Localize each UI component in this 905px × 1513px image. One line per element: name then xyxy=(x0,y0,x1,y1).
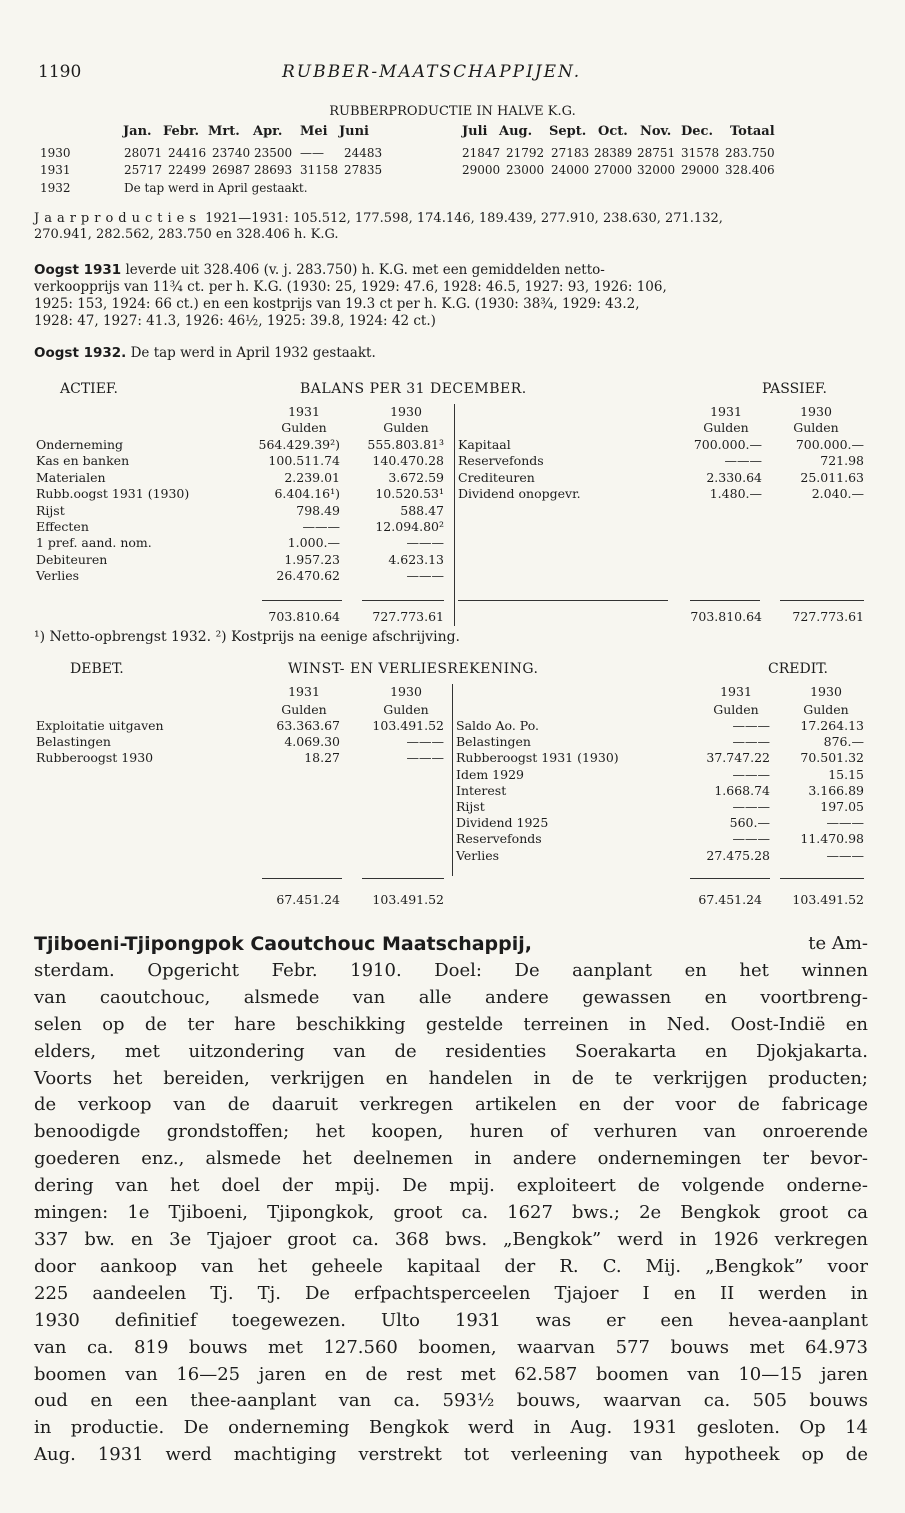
production-col-header: Mrt. xyxy=(208,124,240,139)
balance-year-1930: 1930 xyxy=(390,404,422,419)
pl-unit-1930-right: Gulden xyxy=(803,702,849,717)
pl-debit-1931: 18.27 xyxy=(304,750,340,766)
pl-year-1930-right: 1930 xyxy=(810,684,842,699)
pl-credit-1930: 15.15 xyxy=(828,766,864,782)
pl-debit-label: Rubberoogst 1930 xyxy=(36,750,154,766)
annual-line-2: 270.941, 282.562, 283.750 en 328.406 h. K.G. xyxy=(34,227,339,242)
balance-year-1931-right: 1931 xyxy=(710,404,742,419)
pl-total-left-1930: 103.491.52 xyxy=(372,892,444,907)
oogst-1931-label: Oogst 1931 xyxy=(34,262,122,278)
balance-asset-label: Verlies xyxy=(36,568,80,584)
pl-credit-1930: 197.05 xyxy=(820,799,864,814)
balance-rule-right-b xyxy=(780,600,864,601)
balance-liability-1930: 700.000.— xyxy=(795,437,864,452)
production-col-header: Apr. xyxy=(253,124,283,139)
balance-footnote: ¹) Netto-opbrengst 1932. ²) Kostprijs na eenige afschrijving. xyxy=(34,629,460,645)
annual-productions xyxy=(34,211,723,226)
balance-liability-label: Dividend onopgevr. xyxy=(458,486,581,502)
pl-debit-1931: 63.363.67 xyxy=(276,718,340,733)
production-cell: 328.406 xyxy=(725,163,775,177)
production-cell: 24000 xyxy=(551,163,590,177)
production-cell: 21792 xyxy=(506,146,545,160)
pl-divider xyxy=(452,684,453,876)
pl-left-heading: DEBET. xyxy=(70,661,124,677)
pl-credit-label: Rubberoogst 1931 (1930) xyxy=(456,750,619,766)
company-text-line: van caoutchouc, alsmede van alle andere gewassen en voortbreng- xyxy=(34,986,868,1008)
pl-unit-1931: Gulden xyxy=(281,702,327,717)
balance-asset-label: Debiteuren xyxy=(36,551,108,567)
balance-liability-1930: 721.98 xyxy=(820,453,864,469)
balance-asset-1931: 2.239.01 xyxy=(284,469,340,485)
production-cell: 23500 xyxy=(254,146,293,160)
oogst-1931-line-4: 1928: 47, 1927: 41.3, 1926: 46½, 1925: 39.8, 1924: 42 ct.) xyxy=(34,313,436,329)
balance-rule-right-label xyxy=(458,600,668,601)
production-cell: 28693 xyxy=(254,163,293,177)
pl-credit-1930: ——— xyxy=(826,847,864,863)
production-cell: 24483 xyxy=(344,146,383,160)
balance-liability-1931: ——— xyxy=(724,453,762,469)
production-cell: 28389 xyxy=(594,146,633,160)
company-text-line: benoodigde grondstoffen; het koopen, huren of verhuren van onroerende xyxy=(34,1121,868,1143)
pl-credit-1931: ——— xyxy=(732,831,770,847)
company-text-line: in productie. De onderneming Bengkok werd in Aug. 1931 gesloten. Op 14 xyxy=(34,1417,868,1439)
company-text-line: mingen: 1e Tjiboeni, Tjipongkok, groot ca. 1627 bws.; 2e Bengkok groot ca xyxy=(34,1202,868,1224)
balance-asset-1930: 555.803.81³ xyxy=(367,437,444,452)
oogst-1932-text: De tap werd in April 1932 gestaakt. xyxy=(130,345,376,361)
production-cell: 22499 xyxy=(168,163,207,177)
production-col-header: Febr. xyxy=(163,124,200,139)
balance-liability-1931: 2.330.64 xyxy=(706,469,762,485)
company-text-line: de verkoop van de daaruit verkregen artikelen en der voor de fabricage xyxy=(34,1094,868,1116)
balance-asset-1930: ——— xyxy=(406,535,444,551)
balance-liability-label: Reservefonds xyxy=(458,453,544,469)
pl-debit-label: Belastingen xyxy=(36,734,111,750)
pl-credit-label: Verlies xyxy=(456,847,500,863)
balance-asset-1930: 4.623.13 xyxy=(388,551,444,567)
production-cell: 25717 xyxy=(124,163,163,177)
balance-asset-label: Rubb.oogst 1931 (1930) xyxy=(36,486,190,502)
company-text-line: sterdam. Opgericht Febr. 1910. Doel: De aanplant en het winnen xyxy=(34,959,868,981)
company-text-line: van ca. 819 bouws met 127.560 boomen, waarvan 577 bouws met 64.973 xyxy=(34,1336,868,1358)
pl-year-1930: 1930 xyxy=(390,684,422,699)
pl-debit-1930: ——— xyxy=(406,750,444,766)
balance-unit-1931: Gulden xyxy=(281,420,327,435)
pl-rule-left-a xyxy=(262,878,342,879)
balance-unit-1931-right: Gulden xyxy=(703,420,749,435)
pl-credit-label: Rijst xyxy=(456,799,485,814)
pl-year-1931: 1931 xyxy=(288,684,320,699)
pl-total-right-1931: 67.451.24 xyxy=(698,892,762,907)
production-cell: 27000 xyxy=(594,163,633,177)
pl-credit-1930: 70.501.32 xyxy=(800,750,864,766)
pl-rule-right-b xyxy=(780,878,864,879)
production-cell: 29000 xyxy=(681,163,720,177)
production-cell: 26987 xyxy=(212,163,251,177)
pl-rule-left-b xyxy=(362,878,444,879)
balance-asset-label: Rijst xyxy=(36,502,65,518)
balance-right-heading: PASSIEF. xyxy=(762,381,827,397)
balance-total-right-1930: 727.773.61 xyxy=(792,609,864,624)
balance-unit-1930: Gulden xyxy=(383,420,429,435)
pl-credit-label: Belastingen xyxy=(456,734,531,750)
production-col-header: Mei xyxy=(300,124,328,139)
balance-asset-label: Effecten xyxy=(36,519,89,534)
balance-asset-1931: ——— xyxy=(302,519,340,534)
company-description xyxy=(34,931,868,1469)
production-col-header: Nov. xyxy=(640,124,672,139)
production-cell: 27183 xyxy=(551,146,590,160)
pl-credit-label: Dividend 1925 xyxy=(456,815,549,831)
pl-rule-right-a xyxy=(690,878,770,879)
oogst-1931-line-3: 1925: 153, 1924: 66 ct.) en een kostprijs van 19.3 ct per h. K.G. (1930: 38¾, 1929: 43.2, xyxy=(34,296,640,312)
production-cell: 29000 xyxy=(462,163,501,177)
production-cell: 28071 xyxy=(124,146,163,160)
company-text-line: selen op de ter hare beschikking gestelde terreinen in Ned. Oost-Indië en xyxy=(34,1013,868,1035)
pl-unit-1931-right: Gulden xyxy=(713,702,759,717)
oogst-1932-line xyxy=(34,345,376,361)
company-text-line: oud en een thee-aanplant van ca. 593½ bouws, waarvan ca. 505 bouws xyxy=(34,1390,868,1412)
balance-rule-left-a xyxy=(262,600,342,601)
pl-debit-1930: 103.491.52 xyxy=(372,718,444,733)
balance-liability-1930: 25.011.63 xyxy=(800,469,864,485)
balance-asset-1930: 588.47 xyxy=(400,502,444,518)
balance-rule-right-a xyxy=(690,600,760,601)
pl-credit-1930: ——— xyxy=(826,815,864,831)
annual-label: Jaarproducties xyxy=(34,211,202,226)
pl-credit-label: Idem 1929 xyxy=(456,766,524,782)
pl-credit-1930: 17.264.13 xyxy=(800,718,864,733)
pl-credit-1931: ——— xyxy=(732,734,770,750)
oogst-1931-line-1 xyxy=(34,262,605,278)
company-text-line: elders, met uitzondering van de residenties Soerakarta en Djokjakarta. xyxy=(34,1040,868,1062)
pl-credit-1931: 27.475.28 xyxy=(706,847,770,863)
pl-debit-1930: ——— xyxy=(406,734,444,750)
balance-rule-left-b xyxy=(362,600,444,601)
production-row-year: 1930 xyxy=(40,146,71,160)
balance-total-left-1931: 703.810.64 xyxy=(268,609,340,624)
pl-credit-1931: 560.— xyxy=(729,815,770,831)
pl-credit-label: Saldo Ao. Po. xyxy=(456,718,539,733)
balance-unit-1930-right: Gulden xyxy=(793,420,839,435)
pl-credit-1931: 37.747.22 xyxy=(706,750,770,766)
production-cell: 32000 xyxy=(637,163,676,177)
pl-credit-1930: 876.— xyxy=(823,734,864,750)
balance-asset-1931: 26.470.62 xyxy=(276,568,340,584)
balance-liability-label: Kapitaal xyxy=(458,437,511,452)
production-col-header: Dec. xyxy=(681,124,713,139)
company-text-line: 1930 definitief toegewezen. Ulto 1931 was er een hevea-aanplant xyxy=(34,1309,868,1331)
production-col-header: Jan. xyxy=(123,124,152,139)
production-cell: 31578 xyxy=(681,146,720,160)
production-cell: 21847 xyxy=(462,146,501,160)
balance-divider xyxy=(454,404,455,626)
company-text-line: 225 aandeelen Tj. Tj. De erfpachtsperceelen Tjajoer I en II werden in xyxy=(34,1282,868,1304)
balance-liability-1931: 1.480.— xyxy=(709,486,762,502)
company-text-line: boomen van 16—25 jaren en de rest met 62.587 boomen van 10—15 jaren xyxy=(34,1363,868,1385)
production-cell: 24416 xyxy=(168,146,207,160)
balance-asset-1930: 3.672.59 xyxy=(388,469,444,485)
annual-line-1: 1921—1931: 105.512, 177.598, 174.146, 189.439, 277.910, 238.630, 271.132, xyxy=(205,211,723,226)
production-1932-text: De tap werd in April gestaakt. xyxy=(124,181,308,195)
company-text-line: dering van het doel der mpij. De mpij. exploiteert de volgende onderne- xyxy=(34,1175,868,1197)
oogst-1932-label: Oogst 1932. xyxy=(34,345,127,361)
production-1932-year: 1932 xyxy=(40,181,71,195)
balance-asset-1930: 10.520.53¹ xyxy=(375,486,444,502)
pl-credit-1931: ——— xyxy=(732,766,770,782)
pl-total-left-1931: 67.451.24 xyxy=(276,892,340,907)
balance-asset-1931: 100.511.74 xyxy=(268,453,340,469)
balance-liability-1930: 2.040.— xyxy=(811,486,864,502)
balance-asset-1931: 6.404.16¹) xyxy=(274,486,340,502)
production-col-header: Totaal xyxy=(730,124,775,139)
pl-debit-label: Exploitatie uitgaven xyxy=(36,718,164,733)
oogst-1931-text-1: leverde uit 328.406 (v. j. 283.750) h. K.G. met een gemiddelden netto- xyxy=(125,262,605,278)
balance-total-left-1930: 727.773.61 xyxy=(372,609,444,624)
production-title: RUBBERPRODUCTIE IN HALVE K.G. xyxy=(329,104,576,119)
company-text-line: goederen enz., alsmede het deelnemen in andere ondernemingen ter bevor- xyxy=(34,1148,868,1170)
balance-liability-1931: 700.000.— xyxy=(693,437,762,452)
production-row-year: 1931 xyxy=(40,163,71,177)
pl-credit-label: Interest xyxy=(456,782,507,798)
balance-asset-1930: ——— xyxy=(406,568,444,584)
pl-credit-1931: 1.668.74 xyxy=(714,782,770,798)
balance-asset-label: 1 pref. aand. nom. xyxy=(36,535,152,551)
production-cell: 27835 xyxy=(344,163,383,177)
running-title: RUBBER-MAATSCHAPPIJEN. xyxy=(282,62,582,82)
balance-liability-label: Crediteuren xyxy=(458,469,535,485)
company-text-line: Voorts het bereiden, verkrijgen en handelen in de te verkrijgen producten; xyxy=(34,1067,868,1089)
production-cell: —— xyxy=(300,146,324,160)
company-text-line: Aug. 1931 werd machtiging verstrekt tot verleening van hypotheek op de xyxy=(34,1444,868,1466)
production-cell: 28751 xyxy=(637,146,676,160)
balance-asset-1930: 140.470.28 xyxy=(372,453,444,469)
page-number: 1190 xyxy=(38,62,82,82)
production-cell: 31158 xyxy=(300,163,339,177)
production-col-header: Oct. xyxy=(598,124,628,139)
balance-asset-label: Kas en banken xyxy=(36,453,130,469)
pl-right-heading: CREDIT. xyxy=(768,661,828,677)
pl-credit-1931: ——— xyxy=(732,799,770,814)
production-cell: 23000 xyxy=(506,163,545,177)
pl-debit-1931: 4.069.30 xyxy=(284,734,340,750)
balance-asset-label: Onderneming xyxy=(36,437,124,452)
pl-credit-1930: 3.166.89 xyxy=(808,782,864,798)
pl-unit-1930: Gulden xyxy=(383,702,429,717)
company-first-line xyxy=(34,931,868,958)
pl-total-right-1930: 103.491.52 xyxy=(792,892,864,907)
balance-asset-label: Materialen xyxy=(36,469,106,485)
production-col-header: Sept. xyxy=(549,124,587,139)
pl-year-1931-right: 1931 xyxy=(720,684,752,699)
production-col-header: Aug. xyxy=(499,124,533,139)
oogst-1931-line-2: verkoopprijs van 11¾ ct. per h. K.G. (1930: 25, 1929: 47.6, 1928: 46.5, 1927: 93, 1926: 106, xyxy=(34,279,667,295)
balance-asset-1931: 798.49 xyxy=(296,502,340,518)
balance-center-heading: BALANS PER 31 DECEMBER. xyxy=(300,381,527,397)
pl-center-heading: WINST- EN VERLIESREKENING. xyxy=(288,661,539,677)
pl-credit-label: Reservefonds xyxy=(456,831,542,847)
balance-asset-1930: 12.094.80² xyxy=(375,519,444,534)
company-name: Tjiboeni-Tjipongpok Caoutchouc Maatschappij, xyxy=(34,933,532,955)
company-text-line: door aankoop van het geheele kapitaal der R. C. Mij. „Bengkok” voor xyxy=(34,1255,868,1277)
production-col-header: Juni xyxy=(339,124,369,139)
balance-asset-1931: 1.000.— xyxy=(287,535,340,551)
balance-asset-1931: 564.429.39²) xyxy=(258,437,340,452)
production-col-header: Juli xyxy=(462,124,488,139)
pl-credit-1930: 11.470.98 xyxy=(800,831,864,847)
company-line-0: te Am- xyxy=(808,933,868,954)
balance-year-1931: 1931 xyxy=(288,404,320,419)
balance-asset-1931: 1.957.23 xyxy=(284,551,340,567)
company-text-line: 337 bw. en 3e Tjajoer groot ca. 368 bws. „Bengkok” werd in 1926 verkregen xyxy=(34,1228,868,1250)
production-cell: 283.750 xyxy=(725,146,775,160)
balance-left-heading: ACTIEF. xyxy=(60,381,118,397)
production-cell: 23740 xyxy=(212,146,251,160)
pl-credit-1931: ——— xyxy=(732,718,770,733)
balance-total-right-1931: 703.810.64 xyxy=(690,609,762,624)
balance-year-1930-right: 1930 xyxy=(800,404,832,419)
